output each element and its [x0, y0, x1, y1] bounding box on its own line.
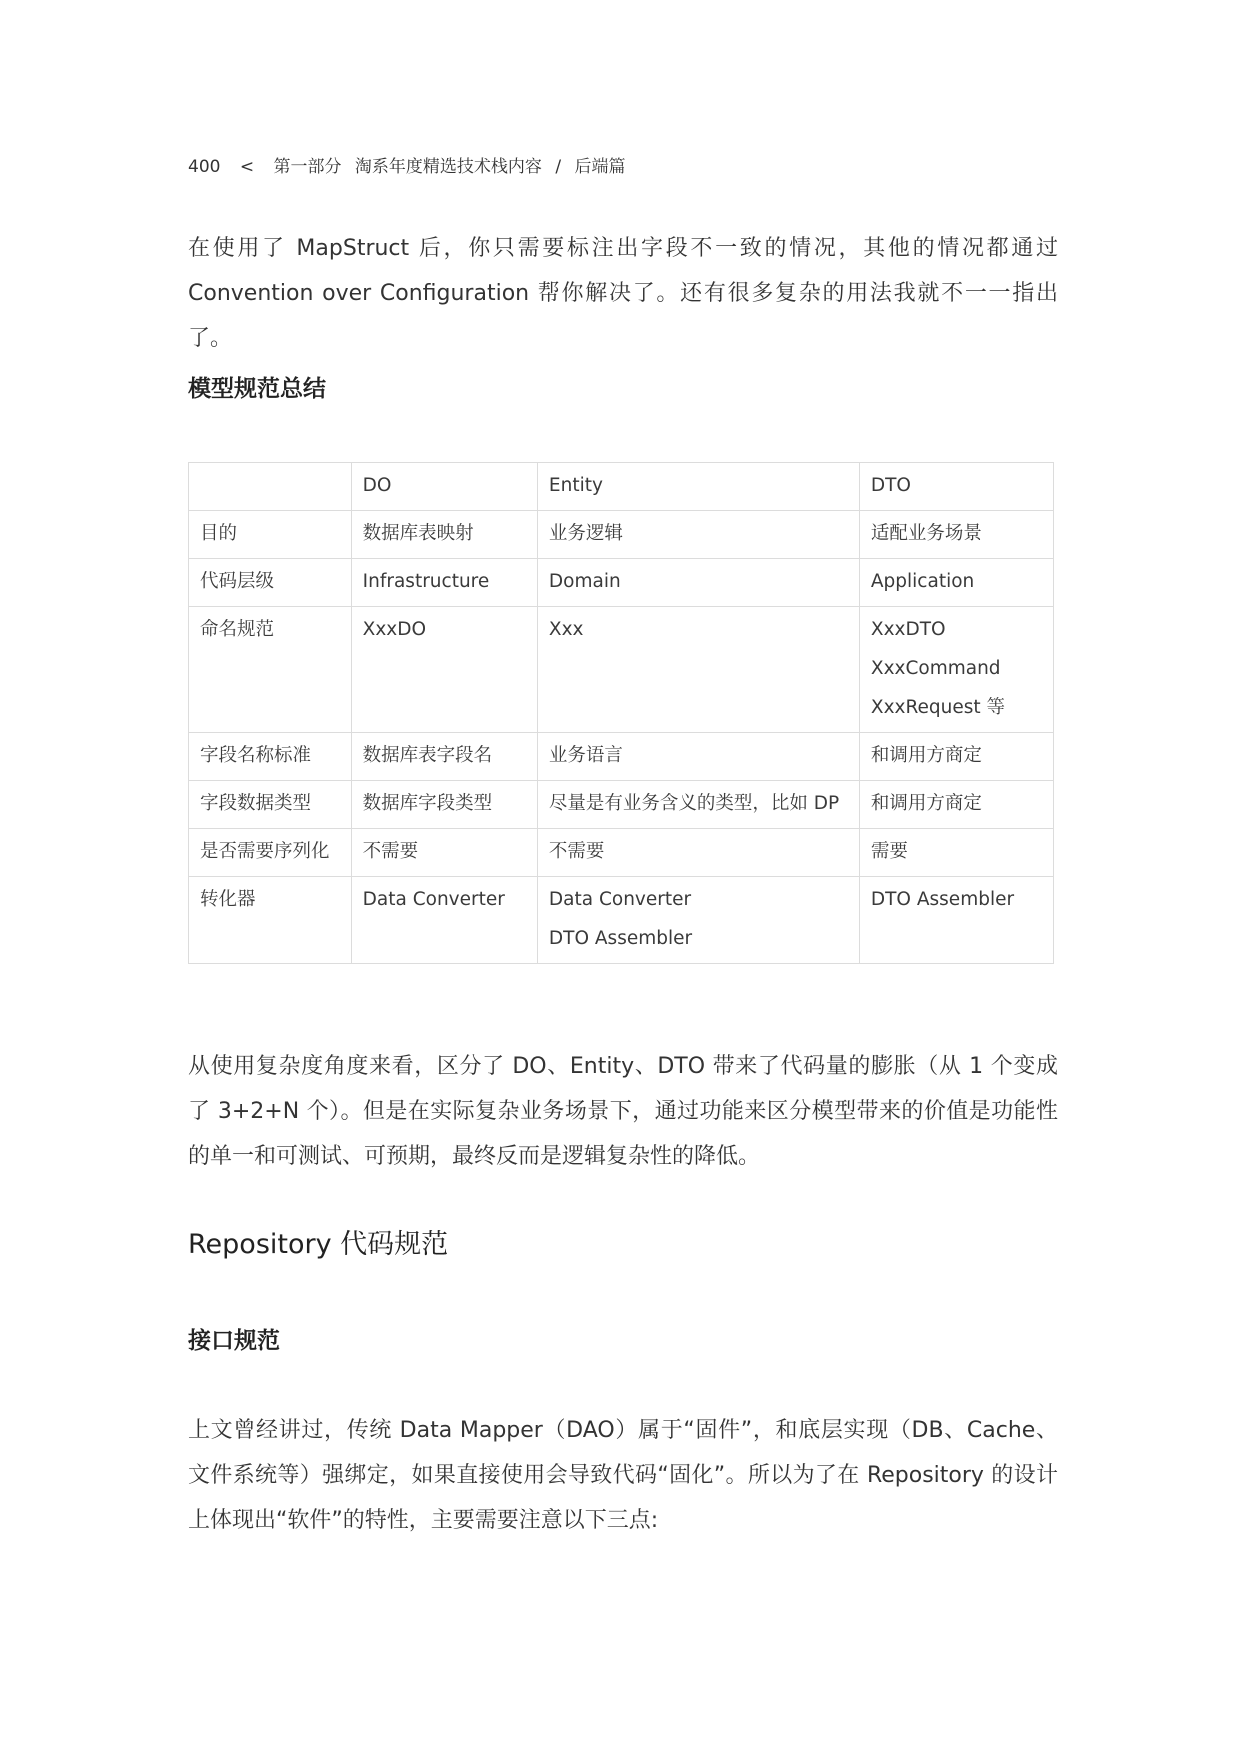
- table-row: [189, 733, 1054, 781]
- cell-line: Xxx: [548, 619, 584, 640]
- row-label-cell: 字段名称标准: [189, 733, 352, 781]
- table-cell-dto: [859, 607, 1053, 733]
- header-separator: <: [239, 157, 255, 177]
- table-row: [189, 829, 1054, 877]
- table-header-cell: Entity: [537, 463, 859, 511]
- table-row: [189, 559, 1054, 607]
- table-header-row: [189, 463, 1054, 511]
- row-label-cell: 字段数据类型: [189, 781, 352, 829]
- cell-line: 和调用方商定: [870, 745, 982, 766]
- table-cell-do: [351, 877, 537, 964]
- row-label-cell: 代码层级: [189, 559, 352, 607]
- cell-line: 不需要: [548, 841, 605, 862]
- header-slash: /: [555, 157, 562, 177]
- table-row: [189, 511, 1054, 559]
- table-cell-entity: [537, 877, 859, 964]
- book-title: 淘系年度精选技术栈内容: [354, 157, 542, 177]
- cell-line: Domain: [548, 571, 621, 592]
- model-summary-table: [188, 462, 1054, 964]
- cell-line: Infrastructure: [362, 571, 490, 592]
- table-cell-dto: [859, 829, 1053, 877]
- cell-line: 需要: [870, 841, 908, 862]
- page-number: 400: [188, 157, 221, 177]
- cell-line: 尽量是有业务含义的类型，比如 DP: [548, 793, 840, 814]
- cell-line: Data Converter: [362, 889, 505, 910]
- cell-line: XxxDO: [362, 619, 427, 640]
- table-header-cell: DTO: [859, 463, 1053, 511]
- table-cell-dto: [859, 511, 1053, 559]
- cell-line: 业务语言: [548, 745, 623, 766]
- table-row: [189, 781, 1054, 829]
- cell-line: 业务逻辑: [548, 523, 623, 544]
- repository-paragraph: 上文曾经讲过，传统 Data Mapper（DAO）属于“固件”，和底层实现（DB、Cache、文件系统等）强绑定，如果直接使用会导致代码“固化”。所以为了在 Repository 的设计上体现出“软件”的特性，主要需要注意以下三点:: [188, 1418, 1058, 1533]
- table-cell-do: [351, 559, 537, 607]
- cell-line: 适配业务场景: [870, 523, 982, 544]
- table-cell-dto: [859, 733, 1053, 781]
- part-label: 第一部分: [273, 157, 342, 177]
- cell-line: 和调用方商定: [870, 793, 982, 814]
- table-cell-entity: [537, 559, 859, 607]
- cell-line: 不需要: [362, 841, 419, 862]
- cell-line: DTO Assembler: [548, 928, 693, 949]
- row-label-cell: 转化器: [189, 877, 352, 964]
- cell-line: Application: [870, 571, 975, 592]
- table-cell-dto: [859, 559, 1053, 607]
- cell-line: 数据库表字段名: [362, 745, 493, 766]
- table-row: [189, 877, 1054, 964]
- table-cell-do: [351, 511, 537, 559]
- cell-line: XxxCommand: [870, 658, 1001, 679]
- repository-heading: Repository 代码规范: [188, 1229, 449, 1260]
- table-header-cell: [189, 463, 352, 511]
- complexity-paragraph: 从使用复杂度角度来看，区分了 DO、Entity、DTO 带来了代码量的膨胀（从 1 个变成了 3+2+N 个）。但是在实际复杂业务场景下，通过功能来区分模型带来的价值是功能性的单一和可测试、可预期，最终反而是逻辑复杂性的降低。: [188, 1054, 1058, 1169]
- table-header-cell: DO: [351, 463, 537, 511]
- model-summary-heading: 模型规范总结: [188, 376, 326, 402]
- table-cell-dto: [859, 781, 1053, 829]
- row-label-cell: 命名规范: [189, 607, 352, 733]
- row-label-cell: 是否需要序列化: [189, 829, 352, 877]
- interface-heading: 接口规范: [188, 1328, 280, 1354]
- cell-line: DTO Assembler: [870, 889, 1015, 910]
- cell-line: Data Converter: [548, 889, 692, 910]
- table-cell-entity: [537, 607, 859, 733]
- table-row: [189, 607, 1054, 733]
- table-cell-do: [351, 781, 537, 829]
- table-cell-do: [351, 733, 537, 781]
- table-cell-entity: [537, 829, 859, 877]
- intro-paragraph: 在使用了 MapStruct 后，你只需要标注出字段不一致的情况，其他的情况都通过 Convention over Configuration 帮你解决了。还有很多复杂的用法我就不一一指出了。: [188, 236, 1058, 351]
- cell-line: XxxDTO: [870, 619, 946, 640]
- cell-line: 数据库字段类型: [362, 793, 493, 814]
- table-cell-entity: [537, 511, 859, 559]
- chapter-label: 后端篇: [574, 157, 626, 177]
- row-label-cell: 目的: [189, 511, 352, 559]
- cell-line: 数据库表映射: [362, 523, 474, 544]
- table-cell-do: [351, 607, 537, 733]
- table-cell-do: [351, 829, 537, 877]
- table-cell-entity: [537, 781, 859, 829]
- table-cell-entity: [537, 733, 859, 781]
- table-cell-dto: [859, 877, 1053, 964]
- cell-line: XxxRequest 等: [870, 697, 1005, 718]
- running-header: [188, 152, 639, 177]
